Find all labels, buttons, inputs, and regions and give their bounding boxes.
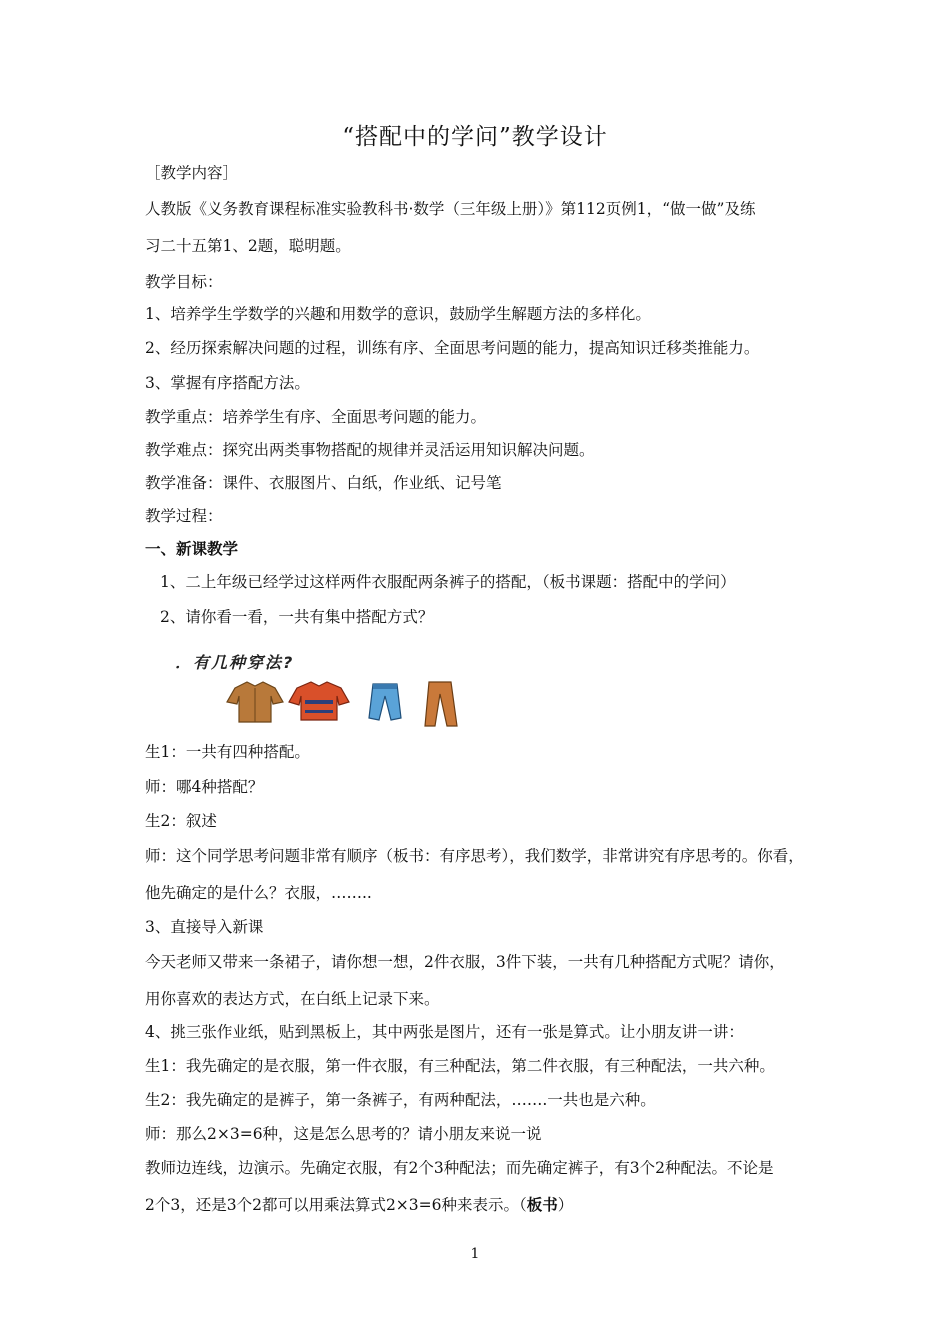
part1-heading: 一、新课教学 xyxy=(145,539,239,558)
demo-line-2-text: 2个3，还是3个2都可以用乘法算式2×3=6种来表示。（ xyxy=(145,1196,527,1214)
student-2-answer: 生2：叙述 xyxy=(145,812,217,830)
page-title: “搭配中的学问”教学设计 xyxy=(342,124,608,150)
clothes-icons xyxy=(225,680,475,730)
section-content-label: ［教学内容］ xyxy=(145,164,239,182)
clothes-caption: ．有几种穿法? xyxy=(175,653,295,672)
pants-icon xyxy=(425,682,457,726)
difficulty: 教学难点：探究出两类事物搭配的规律并灵活运用知识解决问题。 xyxy=(145,441,595,459)
step-2: 2、请你看一看，一共有集中搭配方式？ xyxy=(160,608,434,626)
demo-line-1: 教师边连线，边演示。先确定衣服，有2个3种配法；而先确定裤子，有3个2种配法。不论是 xyxy=(145,1159,774,1177)
student-1-method: 生1：我先确定的是衣服，第一件衣服，有三种配法，第二件衣服，有三种配法，一共六种。 xyxy=(145,1057,775,1075)
content-line-1: 人教版《义务教育课程标准实验教科书·数学（三年级上册）》第112页例1，“做一做”及练 xyxy=(145,200,756,218)
process-heading: 教学过程： xyxy=(145,507,223,525)
shirt-icon xyxy=(289,682,349,720)
clothes-illustration xyxy=(175,650,485,732)
student-1-answer: 生1：一共有四种搭配。 xyxy=(145,743,310,761)
goal-2: 2、经历探索解决问题的过程，训练有序、全面思考问题的能力，提高知识迁移类推能力。 xyxy=(145,339,760,357)
goal-1: 1、培养学生学数学的兴趣和用数学的意识，鼓励学生解题方法的多样化。 xyxy=(145,305,651,323)
step-3: 3、直接导入新课 xyxy=(145,918,264,936)
teacher-question-2: 师：那么2×3=6种，这是怎么思考的？请小朋友来说一说 xyxy=(145,1125,542,1143)
preparation: 教学准备：课件、衣服图片、白纸，作业纸、记号笔 xyxy=(145,474,502,492)
intro-line-2: 用你喜欢的表达方式，在白纸上记录下来。 xyxy=(145,990,440,1008)
demo-line-2-close: ） xyxy=(557,1196,574,1214)
goal-3: 3、掌握有序搭配方法。 xyxy=(145,374,310,392)
content-line-2: 习二十五第1、2题，聪明题。 xyxy=(145,237,351,255)
step-4: 4、挑三张作业纸，贴到黑板上，其中两张是图片，还有一张是算式。让小朋友讲一讲： xyxy=(145,1023,744,1041)
pants-icon xyxy=(369,684,401,720)
goals-heading: 教学目标： xyxy=(145,273,223,291)
step-1: 1、二上年级已经学过这样两件衣服配两条裤子的搭配，（板书课题：搭配中的学问） xyxy=(160,573,736,591)
shirt-icon xyxy=(227,682,283,722)
teacher-question-1: 师：哪4种搭配？ xyxy=(145,778,264,796)
intro-line-1: 今天老师又带来一条裙子，请你想一想，2件衣服，3件下装，一共有几种搭配方式呢？请你， xyxy=(145,953,785,971)
blackboard-note: 板书 xyxy=(526,1195,558,1214)
page-number: 1 xyxy=(470,1246,480,1262)
student-2-method: 生2：我先确定的是裤子，第一条裤子，有两种配法，…….一共也是六种。 xyxy=(145,1091,656,1109)
demo-line-2 xyxy=(145,1195,573,1215)
teacher-remark-line-2: 他先确定的是什么？衣服，…….. xyxy=(145,884,372,902)
teacher-remark-line-1: 师：这个同学思考问题非常有顺序（板书：有序思考），我们数学，非常讲究有序思考的。你看， xyxy=(145,847,804,865)
key-point: 教学重点：培养学生有序、全面思考问题的能力。 xyxy=(145,408,487,426)
